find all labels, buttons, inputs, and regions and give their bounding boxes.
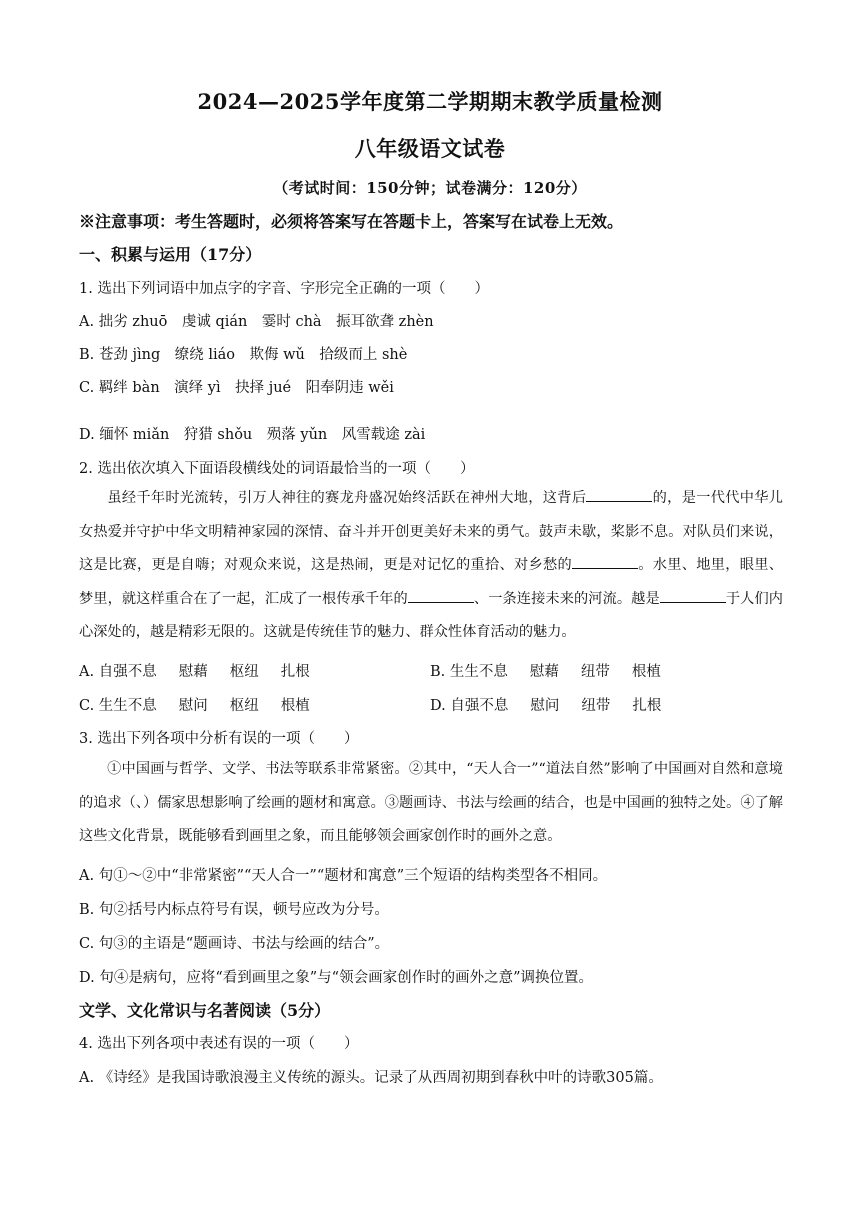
q3-passage-text: ①中国画与哲学、文学、书法等联系非常紧密。②其中，“天人合一”“道法自然”影响了中国画对自然和意境的追求（、）儒家思想影响了绘画的题材和寓意。③题画诗、书法与绘画的结合，也是中国画的独特之处。④了解这些文化背景，既能够看到画里之象，而且能够领会画家创作时的画外之意。	[79, 761, 783, 844]
q2-option-b	[430, 662, 683, 682]
q1-stem: 1. 选出下列词语中加点字的字音、字形完全正确的一项（ ）	[79, 281, 489, 297]
q2-d-word4: 扎根	[632, 698, 662, 714]
q3-option-d: D. 句④是病句，应将“看到画里之象”与“领会画家创作时的画外之意”调换位置。	[79, 970, 593, 986]
q2-d-word3: 纽带	[581, 698, 611, 714]
q1-option-c: C. 羁绊 bàn 演绎 yì 抉择 jué 阳奉阴违 wěi	[79, 380, 394, 396]
q3-option-b: B. 句②括号内标点符号有误，顿号应改为分号。	[79, 902, 389, 918]
q1-option-d: D. 缅怀 miǎn 狩猎 shǒu 殒落 yǔn 风雪载途 zài	[79, 427, 426, 443]
q2-c-word2: 慰问	[178, 698, 208, 714]
q2-b-word2: 慰藉	[529, 664, 559, 680]
q2-passage-part4: 、一条连接未来的河流。越是	[473, 590, 660, 607]
q3-stem: 3. 选出下列各项中分析有误的一项（ ）	[79, 731, 359, 747]
q2-blank-4	[660, 588, 726, 603]
q4-stem: 4. 选出下列各项中表述有误的一项（ ）	[79, 1036, 359, 1052]
q2-c-word4: 根植	[280, 698, 310, 714]
q2-a-word4: 扎根	[280, 664, 310, 680]
exam-info: （考试时间：150分钟；试卷满分：120分）	[273, 179, 587, 197]
q2-c-word1: C. 生生不息	[79, 698, 157, 714]
q2-a-word1: A. 自强不息	[79, 664, 157, 680]
q2-blank-3	[408, 588, 474, 603]
q2-option-a	[79, 662, 332, 682]
q2-option-c	[79, 696, 332, 716]
q1-option-b: B. 苍劲 jìng 缭绕 liáo 欺侮 wǔ 拾级而上 shè	[79, 347, 408, 363]
q4-option-a: A. 《诗经》是我国诗歌浪漫主义传统的源头。记录了从西周初期到春秋中叶的诗歌305篇。	[79, 1070, 663, 1086]
q2-b-word4: 根植	[631, 664, 661, 680]
exam-subtitle: 八年级语文试卷	[354, 136, 506, 161]
q2-blank-2	[572, 554, 638, 569]
q2-stem: 2. 选出依次填入下面语段横线处的词语最恰当的一项（ ）	[79, 461, 475, 477]
q3-option-a: A. 句①～②中“非常紧密”“天人合一”“题材和寓意”三个短语的结构类型各不相同。	[79, 868, 608, 884]
section1-heading: 一、积累与运用（17分）	[79, 245, 262, 264]
q2-passage-part2: 的，是一代代中华儿女热爱并守护中华文明精神家园的深情、奋斗并开创更美好未来的勇气。鼓声未歇，桨影不息。对队员们来说，这是比赛，更是自嗨；对观众来说，这是热闹，更是对记忆的重拾、对乡愁的	[79, 490, 783, 573]
q2-passage-part1: 虽经千年时光流转，引万人神往的赛龙舟盛况始终活跃在神州大地，这背后	[107, 490, 587, 506]
q2-c-word3: 枢纽	[229, 698, 259, 714]
q2-passage-part5: 于人们内心深处的，越是精彩无限的。这就是传统佳节的魅力、群众性体育活动的魅力。	[79, 590, 783, 640]
q2-a-word3: 枢纽	[229, 664, 259, 680]
q2-option-d	[430, 696, 683, 716]
q2-b-word1: B. 生生不息	[430, 664, 508, 680]
q1-option-a: A. 拙劣 zhuō 虔诚 qián 霎时 chà 振耳欲聋 zhèn	[79, 314, 434, 330]
q2-a-word2: 慰藉	[178, 664, 208, 680]
q3-option-c: C. 句③的主语是“题画诗、书法与绘画的结合”。	[79, 936, 390, 952]
q2-b-word3: 纽带	[580, 664, 610, 680]
q2-passage	[79, 482, 783, 650]
exam-notice: ※注意事项：考生答题时，必须将答案写在答题卡上，答案写在试卷上无效。	[79, 212, 624, 231]
q2-d-word2: 慰问	[530, 698, 560, 714]
section2-heading: 文学、文化常识与名著阅读（5分）	[79, 1001, 331, 1020]
exam-title: 2024—2025学年度第二学期期末教学质量检测	[197, 89, 663, 114]
q3-passage	[79, 753, 783, 854]
q2-d-word1: D. 自强不息	[430, 698, 509, 714]
q2-passage-part3: 。水里、地里，眼里、梦里，就这样重合在了一起，汇成了一根传承千年的	[79, 557, 783, 607]
q2-blank-1	[586, 487, 652, 502]
